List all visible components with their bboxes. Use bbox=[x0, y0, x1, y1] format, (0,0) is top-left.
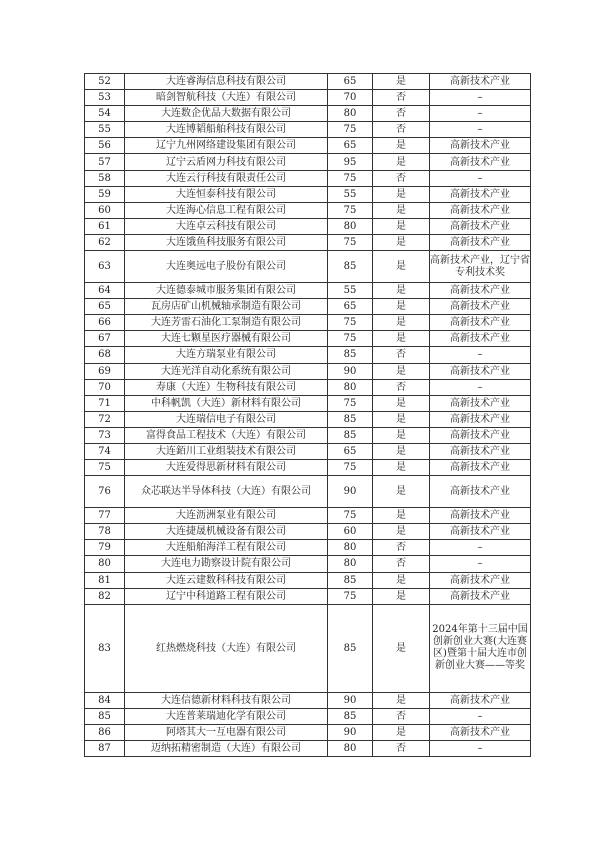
score-cell: 80 bbox=[328, 556, 373, 572]
company-name: 中科帆凯（大连）新材料有限公司 bbox=[125, 395, 328, 411]
remark-cell: 高新技术产业 bbox=[430, 724, 531, 740]
remark-cell: – bbox=[430, 379, 531, 395]
score-cell: 60 bbox=[328, 524, 373, 540]
table-row bbox=[85, 154, 531, 170]
table-row bbox=[85, 692, 531, 708]
row-number: 73 bbox=[85, 427, 125, 443]
company-name: 大连博韬船舶科技有限公司 bbox=[125, 122, 328, 138]
remark-cell: 高新技术产业 bbox=[430, 299, 531, 315]
company-name: 大连卓云科技有限公司 bbox=[125, 218, 328, 234]
remark-cell: 高新技术产业 bbox=[430, 460, 531, 476]
company-name: 暗剑智航科技（大连）有限公司 bbox=[125, 90, 328, 106]
score-cell: 90 bbox=[328, 363, 373, 379]
score-cell: 80 bbox=[328, 540, 373, 556]
company-name: 大连船舶海洋工程有限公司 bbox=[125, 540, 328, 556]
company-name: 寿康（大连）生物科技有限公司 bbox=[125, 379, 328, 395]
table-row bbox=[85, 427, 531, 443]
qualified-cell: 是 bbox=[373, 460, 430, 476]
table-row bbox=[85, 363, 531, 379]
row-number: 80 bbox=[85, 556, 125, 572]
score-cell: 90 bbox=[328, 476, 373, 508]
remark-cell: – bbox=[430, 90, 531, 106]
remark-cell: – bbox=[430, 106, 531, 122]
score-cell: 75 bbox=[328, 460, 373, 476]
company-name: 大连数企优品大数据有限公司 bbox=[125, 106, 328, 122]
row-number: 79 bbox=[85, 540, 125, 556]
qualified-cell: 是 bbox=[373, 572, 430, 588]
company-name: 大连沥洲泵业有限公司 bbox=[125, 508, 328, 524]
remark-cell: 高新技术产业 bbox=[430, 74, 531, 90]
qualified-cell: 是 bbox=[373, 251, 430, 283]
remark-cell: 高新技术产业 bbox=[430, 154, 531, 170]
qualified-cell: 否 bbox=[373, 556, 430, 572]
row-number: 72 bbox=[85, 411, 125, 427]
row-number: 70 bbox=[85, 379, 125, 395]
company-name: 大连七颗星医疗器械有限公司 bbox=[125, 331, 328, 347]
row-number: 64 bbox=[85, 283, 125, 299]
score-cell: 75 bbox=[328, 202, 373, 218]
company-name: 大连恒泰科技有限公司 bbox=[125, 186, 328, 202]
score-cell: 65 bbox=[328, 443, 373, 459]
row-number: 67 bbox=[85, 331, 125, 347]
company-name: 辽宁九州网络建设集团有限公司 bbox=[125, 138, 328, 154]
row-number: 65 bbox=[85, 299, 125, 315]
row-number: 62 bbox=[85, 234, 125, 250]
remark-cell: 高新技术产业 bbox=[430, 363, 531, 379]
remark-cell: 高新技术产业 bbox=[430, 524, 531, 540]
score-cell: 65 bbox=[328, 74, 373, 90]
qualified-cell: 是 bbox=[373, 283, 430, 299]
row-number: 53 bbox=[85, 90, 125, 106]
row-number: 86 bbox=[85, 724, 125, 740]
row-number: 81 bbox=[85, 572, 125, 588]
score-cell: 85 bbox=[328, 411, 373, 427]
remark-cell: 高新技术产业 bbox=[430, 138, 531, 154]
qualified-cell: 是 bbox=[373, 234, 430, 250]
score-cell: 80 bbox=[328, 218, 373, 234]
company-name: 大连瑞信电子有限公司 bbox=[125, 411, 328, 427]
remark-cell: – bbox=[430, 708, 531, 724]
qualified-cell: 是 bbox=[373, 524, 430, 540]
qualified-cell: 否 bbox=[373, 122, 430, 138]
qualified-cell: 是 bbox=[373, 588, 430, 604]
remark-cell: – bbox=[430, 122, 531, 138]
row-number: 61 bbox=[85, 218, 125, 234]
row-number: 54 bbox=[85, 106, 125, 122]
qualified-cell: 是 bbox=[373, 331, 430, 347]
remark-cell: – bbox=[430, 741, 531, 757]
company-name: 大连光洋自动化系统有限公司 bbox=[125, 363, 328, 379]
table-row bbox=[85, 186, 531, 202]
remark-cell: 高新技术产业 bbox=[430, 692, 531, 708]
table-row bbox=[85, 138, 531, 154]
row-number: 58 bbox=[85, 170, 125, 186]
remark-cell: 高新技术产业 bbox=[430, 234, 531, 250]
score-cell: 85 bbox=[328, 347, 373, 363]
remark-cell: 高新技术产业 bbox=[430, 443, 531, 459]
remark-cell: 高新技术产业 bbox=[430, 476, 531, 508]
qualified-cell: 否 bbox=[373, 90, 430, 106]
company-name: 大连德泰城市服务集团有限公司 bbox=[125, 283, 328, 299]
company-table bbox=[84, 73, 531, 757]
table-row bbox=[85, 708, 531, 724]
qualified-cell: 是 bbox=[373, 411, 430, 427]
row-number: 57 bbox=[85, 154, 125, 170]
qualified-cell: 否 bbox=[373, 106, 430, 122]
table-row bbox=[85, 460, 531, 476]
table-row bbox=[85, 74, 531, 90]
qualified-cell: 是 bbox=[373, 154, 430, 170]
table-row bbox=[85, 90, 531, 106]
row-number: 69 bbox=[85, 363, 125, 379]
table-row bbox=[85, 234, 531, 250]
company-name: 大连銆川工业组装技术有限公司 bbox=[125, 443, 328, 459]
table-row bbox=[85, 572, 531, 588]
remark-cell: 高新技术产业 bbox=[430, 283, 531, 299]
score-cell: 75 bbox=[328, 170, 373, 186]
qualified-cell: 否 bbox=[373, 347, 430, 363]
qualified-cell: 是 bbox=[373, 604, 430, 692]
company-name: 大连睿海信息科技有限公司 bbox=[125, 74, 328, 90]
score-cell: 80 bbox=[328, 106, 373, 122]
qualified-cell: 是 bbox=[373, 363, 430, 379]
remark-cell: 高新技术产业 bbox=[430, 427, 531, 443]
remark-cell: 高新技术产业 bbox=[430, 186, 531, 202]
score-cell: 75 bbox=[328, 508, 373, 524]
row-number: 84 bbox=[85, 692, 125, 708]
table-row bbox=[85, 741, 531, 757]
company-name: 大连捷晟机械设备有限公司 bbox=[125, 524, 328, 540]
table-row bbox=[85, 331, 531, 347]
score-cell: 85 bbox=[328, 251, 373, 283]
table-row bbox=[85, 724, 531, 740]
company-name: 大连电力勘察设计院有限公司 bbox=[125, 556, 328, 572]
score-cell: 75 bbox=[328, 122, 373, 138]
company-name: 众芯联达半导体科技（大连）有限公司 bbox=[125, 476, 328, 508]
score-cell: 95 bbox=[328, 154, 373, 170]
score-cell: 75 bbox=[328, 395, 373, 411]
qualified-cell: 是 bbox=[373, 508, 430, 524]
company-name: 瓦房店矿山机械轴承制造有限公司 bbox=[125, 299, 328, 315]
row-number: 55 bbox=[85, 122, 125, 138]
table-body bbox=[85, 74, 531, 757]
remark-cell: 高新技术产业 bbox=[430, 395, 531, 411]
score-cell: 55 bbox=[328, 283, 373, 299]
score-cell: 90 bbox=[328, 692, 373, 708]
table-row bbox=[85, 508, 531, 524]
score-cell: 85 bbox=[328, 427, 373, 443]
company-name: 迈纳拓精密制造（大连）有限公司 bbox=[125, 741, 328, 757]
company-name: 大连方瑞泵业有限公司 bbox=[125, 347, 328, 363]
company-name: 辽宁中科道路工程有限公司 bbox=[125, 588, 328, 604]
qualified-cell: 否 bbox=[373, 540, 430, 556]
company-name: 辽宁云盾网力科技有限公司 bbox=[125, 154, 328, 170]
table-row bbox=[85, 379, 531, 395]
company-name: 大连云行科技有限责任公司 bbox=[125, 170, 328, 186]
remark-cell: 高新技术产业 bbox=[430, 315, 531, 331]
qualified-cell: 是 bbox=[373, 138, 430, 154]
row-number: 77 bbox=[85, 508, 125, 524]
row-number: 59 bbox=[85, 186, 125, 202]
row-number: 71 bbox=[85, 395, 125, 411]
row-number: 74 bbox=[85, 443, 125, 459]
qualified-cell: 是 bbox=[373, 724, 430, 740]
row-number: 75 bbox=[85, 460, 125, 476]
remark-cell: 高新技术产业 bbox=[430, 331, 531, 347]
row-number: 78 bbox=[85, 524, 125, 540]
table-row bbox=[85, 588, 531, 604]
company-name: 大连云建数科科技有限公司 bbox=[125, 572, 328, 588]
qualified-cell: 是 bbox=[373, 476, 430, 508]
company-name: 大连芳雷石油化工泵制造有限公司 bbox=[125, 315, 328, 331]
remark-cell: 高新技术产业 bbox=[430, 218, 531, 234]
remark-cell: 高新技术产业 bbox=[430, 202, 531, 218]
table-row bbox=[85, 395, 531, 411]
table-row bbox=[85, 524, 531, 540]
table-row bbox=[85, 411, 531, 427]
table-row bbox=[85, 476, 531, 508]
table-row bbox=[85, 299, 531, 315]
score-cell: 85 bbox=[328, 604, 373, 692]
qualified-cell: 是 bbox=[373, 186, 430, 202]
table-row bbox=[85, 540, 531, 556]
score-cell: 90 bbox=[328, 724, 373, 740]
remark-cell: – bbox=[430, 540, 531, 556]
table-row bbox=[85, 556, 531, 572]
qualified-cell: 是 bbox=[373, 202, 430, 218]
score-cell: 75 bbox=[328, 588, 373, 604]
score-cell: 75 bbox=[328, 234, 373, 250]
score-cell: 85 bbox=[328, 708, 373, 724]
qualified-cell: 是 bbox=[373, 427, 430, 443]
row-number: 56 bbox=[85, 138, 125, 154]
score-cell: 85 bbox=[328, 572, 373, 588]
remark-cell: 高新技术产业 bbox=[430, 411, 531, 427]
table-row bbox=[85, 604, 531, 692]
table-row bbox=[85, 106, 531, 122]
row-number: 52 bbox=[85, 74, 125, 90]
score-cell: 65 bbox=[328, 138, 373, 154]
qualified-cell: 否 bbox=[373, 170, 430, 186]
row-number: 83 bbox=[85, 604, 125, 692]
score-cell: 55 bbox=[328, 186, 373, 202]
row-number: 87 bbox=[85, 741, 125, 757]
table-row bbox=[85, 347, 531, 363]
table-row bbox=[85, 315, 531, 331]
table-row bbox=[85, 251, 531, 283]
remark-cell: – bbox=[430, 170, 531, 186]
qualified-cell: 是 bbox=[373, 315, 430, 331]
row-number: 63 bbox=[85, 251, 125, 283]
qualified-cell: 是 bbox=[373, 218, 430, 234]
qualified-cell: 否 bbox=[373, 708, 430, 724]
score-cell: 70 bbox=[328, 90, 373, 106]
company-name: 阿塔其大一互电器有限公司 bbox=[125, 724, 328, 740]
score-cell: 75 bbox=[328, 315, 373, 331]
company-name: 红热燃烧科技（大连）有限公司 bbox=[125, 604, 328, 692]
remark-cell: – bbox=[430, 347, 531, 363]
row-number: 60 bbox=[85, 202, 125, 218]
score-cell: 75 bbox=[328, 331, 373, 347]
qualified-cell: 是 bbox=[373, 692, 430, 708]
table-row bbox=[85, 122, 531, 138]
remark-cell: 高新技术产业 bbox=[430, 508, 531, 524]
qualified-cell: 否 bbox=[373, 379, 430, 395]
score-cell: 80 bbox=[328, 741, 373, 757]
table-row bbox=[85, 443, 531, 459]
company-name: 大连海心信息工程有限公司 bbox=[125, 202, 328, 218]
row-number: 66 bbox=[85, 315, 125, 331]
row-number: 82 bbox=[85, 588, 125, 604]
qualified-cell: 是 bbox=[373, 299, 430, 315]
qualified-cell: 是 bbox=[373, 74, 430, 90]
score-cell: 80 bbox=[328, 379, 373, 395]
score-cell: 65 bbox=[328, 299, 373, 315]
company-name: 大连饿鱼科技服务有限公司 bbox=[125, 234, 328, 250]
qualified-cell: 否 bbox=[373, 741, 430, 757]
remark-cell: 2024年第十三届中国创新创业大赛(大连赛区)暨第十届大连市创新创业大赛——等奖 bbox=[430, 604, 531, 692]
company-name: 大连爱得思新材料有限公司 bbox=[125, 460, 328, 476]
company-name: 富得食品工程技术（大连）有限公司 bbox=[125, 427, 328, 443]
company-name: 大连奥远电子股份有限公司 bbox=[125, 251, 328, 283]
company-name: 大连信德新材料科技有限公司 bbox=[125, 692, 328, 708]
table-row bbox=[85, 218, 531, 234]
table-row bbox=[85, 283, 531, 299]
company-name: 大连普莱瑞迪化学有限公司 bbox=[125, 708, 328, 724]
table-row bbox=[85, 170, 531, 186]
row-number: 85 bbox=[85, 708, 125, 724]
table-row bbox=[85, 202, 531, 218]
row-number: 68 bbox=[85, 347, 125, 363]
remark-cell: 高新技术产业，辽宁省专利技术奖 bbox=[430, 251, 531, 283]
qualified-cell: 是 bbox=[373, 395, 430, 411]
remark-cell: 高新技术产业 bbox=[430, 588, 531, 604]
qualified-cell: 是 bbox=[373, 443, 430, 459]
row-number: 76 bbox=[85, 476, 125, 508]
remark-cell: – bbox=[430, 556, 531, 572]
remark-cell: 高新技术产业 bbox=[430, 572, 531, 588]
